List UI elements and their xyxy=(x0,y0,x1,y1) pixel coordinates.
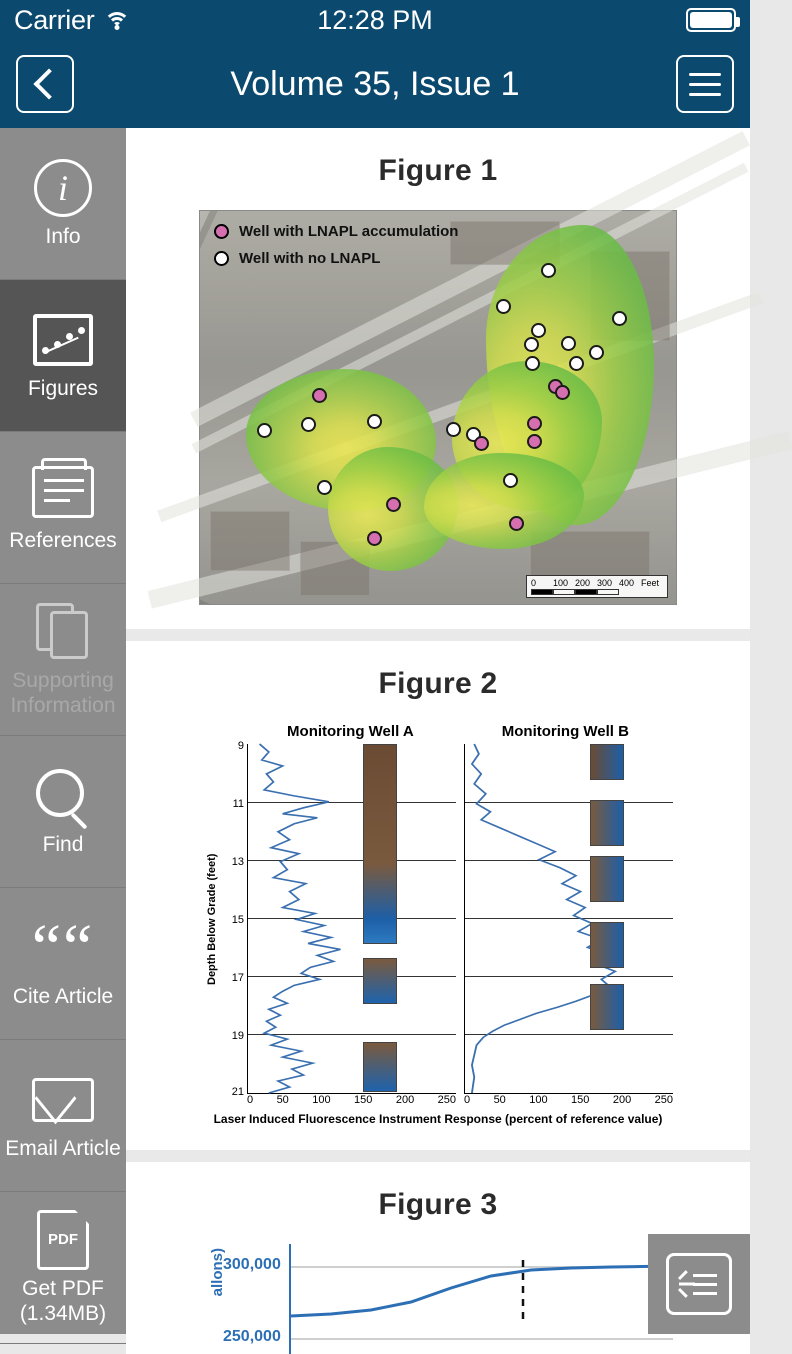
well-marker-no-lnapl[interactable] xyxy=(367,414,382,429)
figure-1-card[interactable] xyxy=(126,128,750,629)
x-tick: 250 xyxy=(437,1094,456,1106)
page-title: Volume 35, Issue 1 xyxy=(230,64,520,103)
y-tick: 11 xyxy=(232,798,244,810)
x-tick: 150 xyxy=(571,1094,590,1106)
legend-row-lnapl xyxy=(214,223,458,240)
x-tick: 50 xyxy=(493,1094,506,1106)
legend-label: Well with LNAPL accumulation xyxy=(239,223,459,240)
back-chevron-icon xyxy=(33,68,64,99)
well-log-panel-b xyxy=(464,744,673,1094)
back-to-contents-button[interactable] xyxy=(648,1234,750,1334)
y-tick: 250,000 xyxy=(223,1328,281,1345)
map-block xyxy=(210,511,290,571)
sidebar-item-label: Get PDF (1.34MB) xyxy=(19,1276,107,1325)
core-photo-b-3 xyxy=(590,856,624,902)
well-marker-no-lnapl[interactable] xyxy=(541,263,556,278)
figure-2-image[interactable] xyxy=(203,723,673,1126)
figures-scroll-view[interactable] xyxy=(126,128,750,1345)
well-marker-lnapl[interactable] xyxy=(527,416,542,431)
battery-icon xyxy=(686,8,736,32)
well-marker-no-lnapl[interactable] xyxy=(525,356,540,371)
status-bar-left xyxy=(14,5,130,36)
well-marker-no-lnapl[interactable] xyxy=(317,480,332,495)
status-bar xyxy=(0,0,750,40)
x-tick: 100 xyxy=(529,1094,548,1106)
figure-2-panel-titles xyxy=(203,723,673,740)
sidebar-item-label: References xyxy=(9,529,117,552)
well-marker-lnapl[interactable] xyxy=(509,516,524,531)
well-marker-lnapl[interactable] xyxy=(527,434,542,449)
x-tick: 0 xyxy=(247,1094,254,1106)
well-marker-no-lnapl[interactable] xyxy=(612,311,627,326)
sidebar-item-label: Figures xyxy=(27,377,99,400)
figure-3-y-axis-label: allons) xyxy=(209,1248,226,1297)
well-marker-no-lnapl[interactable] xyxy=(569,356,584,371)
scale-bar-ticks xyxy=(531,578,663,588)
well-marker-no-lnapl[interactable] xyxy=(257,423,272,438)
sidebar-item-email-article[interactable] xyxy=(0,1040,126,1192)
lif-response-curve-b xyxy=(465,744,673,1093)
y-tick: 15 xyxy=(231,914,244,926)
status-bar-time: 12:28 PM xyxy=(317,4,433,35)
search-magnifier-icon xyxy=(31,766,95,826)
lif-response-curve-a xyxy=(248,744,456,1093)
sidebar-item-label: Email Article xyxy=(5,1137,121,1160)
well-marker-lnapl[interactable] xyxy=(474,436,489,451)
sidebar-item-references[interactable] xyxy=(0,432,126,584)
map-scale-bar xyxy=(526,575,668,598)
figure-2-y-ticks xyxy=(221,740,247,1098)
core-photo-b-2 xyxy=(590,800,624,846)
well-marker-no-lnapl[interactable] xyxy=(561,336,576,351)
scale-tick: 200 xyxy=(575,578,591,588)
sidebar-item-info[interactable] xyxy=(0,128,126,280)
chart-figures-icon xyxy=(31,310,95,370)
figure-2-y-axis-label: Depth Below Grade (feet) xyxy=(206,853,218,985)
y-tick: 300,000 xyxy=(223,1256,281,1273)
legend-label: Well with no LNAPL xyxy=(239,250,381,267)
y-tick: 13 xyxy=(231,856,244,868)
figure-2-plot-body xyxy=(203,740,673,1098)
scale-tick: 0 xyxy=(531,578,537,588)
well-marker-lnapl[interactable] xyxy=(312,388,327,403)
back-to-contents-icon xyxy=(666,1253,732,1315)
map-legend xyxy=(214,223,458,277)
x-tick: 100 xyxy=(312,1094,331,1106)
x-tick: 0 xyxy=(464,1094,471,1106)
y-tick: 9 xyxy=(237,740,244,752)
scale-bar-blocks xyxy=(531,589,663,595)
well-marker-no-lnapl[interactable] xyxy=(446,422,461,437)
x-tick-row-b xyxy=(464,1094,673,1106)
sidebar xyxy=(0,128,126,1334)
figure-2-panels xyxy=(247,744,673,1094)
y-tick: 17 xyxy=(231,972,244,984)
figure-2-card[interactable] xyxy=(126,641,750,1150)
info-circle-icon: i xyxy=(31,158,95,218)
x-tick: 150 xyxy=(354,1094,373,1106)
back-button[interactable] xyxy=(16,55,74,113)
x-tick-row-a xyxy=(247,1094,456,1106)
scale-tick: 300 xyxy=(597,578,613,588)
list-lines-icon xyxy=(693,1274,717,1295)
core-photo-a-2 xyxy=(363,958,397,1004)
documents-stack-icon xyxy=(31,602,95,662)
sidebar-item-cite-article[interactable] xyxy=(0,888,126,1040)
sidebar-item-supporting-information xyxy=(0,584,126,736)
well-marker-no-lnapl[interactable] xyxy=(503,473,518,488)
well-marker-no-lnapl[interactable] xyxy=(301,417,316,432)
aerial-map-image[interactable] xyxy=(199,210,677,605)
figure-1-title: Figure 1 xyxy=(378,154,498,187)
well-marker-no-lnapl[interactable] xyxy=(524,337,539,352)
figure-3-image[interactable] xyxy=(203,1244,673,1354)
x-tick: 200 xyxy=(612,1094,632,1106)
y-tick: 19 xyxy=(231,1030,244,1042)
legend-row-no-lnapl xyxy=(214,250,458,267)
scale-tick: 100 xyxy=(553,578,569,588)
figure-3-line-curve xyxy=(291,1260,671,1320)
well-log-panel-a xyxy=(247,744,456,1094)
hamburger-menu-icon xyxy=(689,73,721,96)
sidebar-item-label: Find xyxy=(42,833,84,856)
figure-3-title: Figure 3 xyxy=(378,1188,498,1221)
core-photo-b-1 xyxy=(590,744,624,780)
well-marker-lnapl[interactable] xyxy=(555,385,570,400)
sidebar-item-figures[interactable] xyxy=(0,280,126,432)
panel-title-well-b: Monitoring Well B xyxy=(501,723,629,740)
well-marker-lnapl[interactable] xyxy=(386,497,401,512)
menu-button[interactable] xyxy=(676,55,734,113)
references-list-icon xyxy=(31,462,95,522)
x-tick: 250 xyxy=(654,1094,673,1106)
x-tick: 200 xyxy=(395,1094,415,1106)
navigation-bar xyxy=(0,40,750,128)
sidebar-item-label: Cite Article xyxy=(12,985,114,1008)
envelope-icon xyxy=(31,1070,95,1130)
core-photo-b-4 xyxy=(590,922,624,968)
sidebar-item-get-pdf[interactable] xyxy=(0,1192,126,1344)
wifi-icon xyxy=(104,10,130,30)
scale-unit: Feet xyxy=(641,578,660,588)
carrier-label: Carrier xyxy=(14,4,95,35)
left-arrow-icon xyxy=(679,1283,695,1286)
scale-tick: 400 xyxy=(619,578,635,588)
pdf-document-icon: PDF xyxy=(31,1210,95,1270)
pink-filled-circle-icon xyxy=(214,224,229,239)
core-photo-a-3 xyxy=(363,1042,397,1092)
figure-2-x-ticks xyxy=(203,1094,673,1106)
well-marker-lnapl[interactable] xyxy=(367,531,382,546)
figure-2-x-axis-label: Laser Induced Fluorescence Instrument Response (percent of reference value) xyxy=(213,1112,663,1126)
core-photo-a-1 xyxy=(363,744,397,944)
figure-1-image-wrap[interactable] xyxy=(199,210,677,605)
white-open-circle-icon xyxy=(214,251,229,266)
x-tick: 50 xyxy=(276,1094,289,1106)
sidebar-item-find[interactable] xyxy=(0,736,126,888)
well-marker-no-lnapl[interactable] xyxy=(589,345,604,360)
sidebar-item-label: Info xyxy=(45,225,81,248)
core-photo-b-5 xyxy=(590,984,624,1030)
well-marker-no-lnapl[interactable] xyxy=(496,299,511,314)
y-tick: 21 xyxy=(231,1086,244,1098)
quotation-marks-icon: ““ xyxy=(31,911,95,984)
sidebar-item-label: Supporting Information xyxy=(10,668,116,717)
well-marker-no-lnapl[interactable] xyxy=(531,323,546,338)
figure-2-title: Figure 2 xyxy=(378,667,498,700)
panel-title-well-a: Monitoring Well A xyxy=(287,723,414,740)
